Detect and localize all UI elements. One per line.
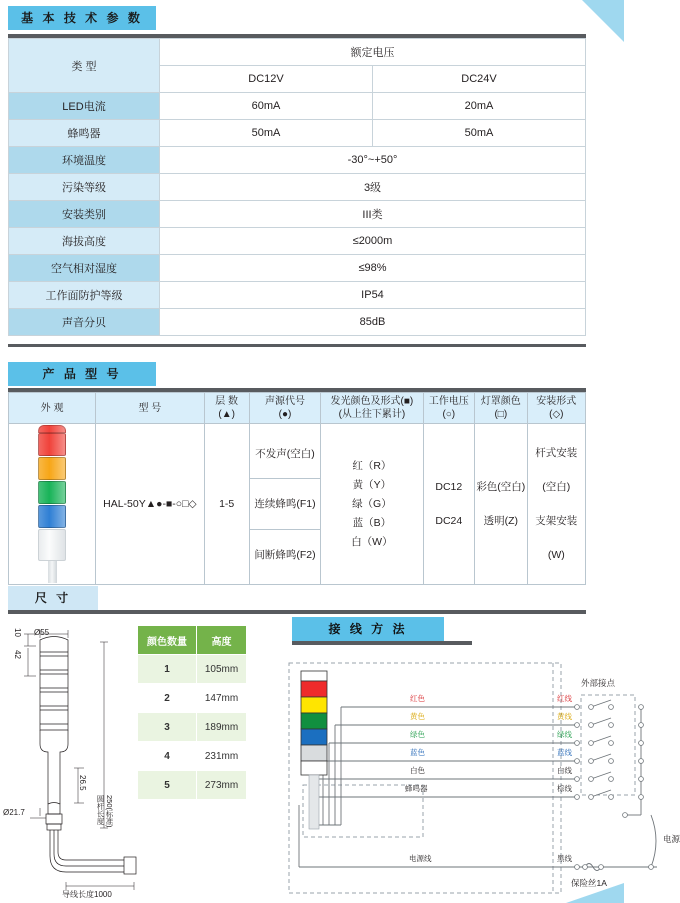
basic-parameters-table (8, 38, 586, 336)
cell-sound-options (249, 424, 320, 585)
tower-segment-red (38, 433, 66, 456)
cell-light-colors (321, 424, 423, 585)
cell-model-code: HAL-50Y▲●-■-○□◇ (96, 424, 204, 585)
header-layers-line1: 层 数 (215, 396, 239, 407)
header-cover-line1: 灯罩颜色 (480, 396, 521, 407)
power-line-label: 电源线 (409, 854, 432, 863)
table-row (9, 282, 586, 309)
cell-value: 50mA (373, 120, 586, 147)
cell-value: ≤98% (160, 255, 586, 282)
cell-height: 273mm (197, 771, 247, 800)
divider-wiring (292, 641, 472, 645)
cell-label-altitude: 海拔高度 (9, 228, 160, 255)
header-layers-line2: (▲) (218, 409, 235, 420)
table-row (9, 147, 586, 174)
table-row (9, 309, 586, 336)
dim-label-pole-length-std: 250(标准) (105, 795, 114, 828)
corner-triangle-decoration (582, 0, 624, 42)
cell-height: 147mm (197, 684, 247, 713)
divider-basic-bottom (8, 344, 586, 347)
wire-label-white-left: 白色 (410, 766, 425, 775)
divider-dimension (8, 610, 586, 614)
dim-label-pole-length: 圆杆长度 (96, 795, 105, 825)
wire-label-buzzer-left: 蜂鸣器 (405, 784, 428, 793)
table-row (9, 93, 586, 120)
cell-count: 4 (138, 742, 197, 771)
black-wire-label: 黑线 (557, 854, 572, 863)
cell-count: 2 (138, 684, 197, 713)
cell-label-humidity: 空气相对湿度 (9, 255, 160, 282)
header-light-color (321, 393, 423, 424)
tower-segment-yellow (38, 457, 66, 480)
header-model-no: 型 号 (96, 393, 204, 424)
header-light-line2: (从上往下累计) (338, 409, 406, 420)
light-color-green: 绿（G） (352, 497, 392, 510)
light-color-white: 白（W） (351, 535, 393, 548)
table-row (9, 201, 586, 228)
table-row (138, 742, 247, 771)
cell-dc24v: DC24V (373, 66, 586, 93)
cover-color-transparent: 透明(Z) (483, 515, 519, 527)
table-header-row (9, 393, 586, 424)
cell-count: 5 (138, 771, 197, 800)
wire-label-yellow-left: 黄色 (410, 712, 425, 721)
wire-label-blue-left: 蓝色 (410, 748, 425, 757)
cell-label-ip: 工作面防护等级 (9, 282, 160, 309)
cell-label-pollution: 污染等级 (9, 174, 160, 201)
light-color-yellow: 黄（Y） (352, 478, 392, 491)
cell-value: 20mA (373, 93, 586, 120)
cell-cover-colors (475, 424, 528, 585)
external-contacts-label: 外部接点 (581, 678, 616, 688)
tower-segment-blue (38, 505, 66, 528)
cell-value: 3级 (160, 174, 586, 201)
table-row (9, 228, 586, 255)
cell-label-buzzer: 蜂鸣器 (9, 120, 160, 147)
dim-label-diameter-top: Ø55 (34, 628, 50, 637)
cell-height: 105mm (197, 655, 247, 684)
tower-segment-green (38, 481, 66, 504)
section-title-dimension: 尺 寸 (8, 586, 98, 610)
tower-base (38, 529, 66, 561)
wire-label-yellow-right: 黄线 (557, 712, 572, 721)
section-title-wiring: 接 线 方 法 (292, 617, 444, 641)
cell-label-install-class: 安装类别 (9, 201, 160, 228)
table-row (9, 424, 586, 585)
cell-label-db: 声音分贝 (9, 309, 160, 336)
wire-label-green-left: 绿色 (410, 730, 425, 739)
table-row (9, 120, 586, 147)
header-sound-line1: 声源代号 (265, 396, 306, 407)
table-row (9, 255, 586, 282)
table-row (138, 713, 247, 742)
wire-label-red-right: 红线 (557, 694, 572, 703)
wiring-diagram (285, 655, 680, 900)
mount-pole: 杆式安装(空白) (535, 447, 578, 493)
cell-voltages (423, 424, 475, 585)
header-mount-line2: (◇) (549, 409, 564, 420)
cell-value: 50mA (160, 120, 373, 147)
header-sound-code (249, 393, 320, 424)
cell-count: 1 (138, 655, 197, 684)
lamp-tower-illustration (38, 425, 66, 583)
cell-value: -30°~+50° (160, 147, 586, 174)
section-title-basic: 基 本 技 术 参 数 (8, 6, 156, 30)
header-mount-type (527, 393, 585, 424)
section-header-model (8, 362, 156, 386)
tower-cap (38, 425, 66, 433)
dimension-drawing (6, 618, 146, 903)
table-row (138, 655, 247, 684)
header-appearance: 外 观 (9, 393, 96, 424)
cell-product-image (9, 424, 96, 585)
power-label: 电源 (663, 834, 680, 844)
section-header-basic (8, 6, 156, 30)
wire-label-brown-right: 棕线 (557, 784, 572, 793)
header-voltage-line2: (○) (442, 409, 456, 420)
wire-label-green-right: 绿线 (557, 730, 572, 739)
header-voltage-line1: 工作电压 (428, 396, 469, 407)
cell-mount-types (527, 424, 585, 585)
cell-value: III类 (160, 201, 586, 228)
cell-value: IP54 (160, 282, 586, 309)
cell-type-label: 类 型 (9, 39, 160, 93)
table-header-row (138, 626, 247, 655)
sound-option-none: 不发声(空白) (250, 429, 320, 479)
light-color-blue: 蓝（B） (352, 516, 392, 529)
header-color-count: 颜色数量 (138, 626, 197, 655)
cell-count: 3 (138, 713, 197, 742)
section-title-model: 产 品 型 号 (8, 362, 156, 386)
product-model-table (8, 392, 586, 585)
table-row (9, 39, 586, 66)
cell-label-led: LED电流 (9, 93, 160, 120)
fuse-label: 保险丝1A (571, 878, 607, 888)
sound-option-continuous: 连续蜂鸣(F1) (250, 479, 320, 529)
color-count-height-table (137, 625, 247, 800)
cell-dc12v: DC12V (160, 66, 373, 93)
header-cover-line2: (□) (494, 409, 508, 420)
dim-label-base-height: 26.5 (78, 775, 87, 791)
dim-label-cap-height: 10 (13, 628, 22, 637)
header-height: 高度 (197, 626, 247, 655)
dim-label-segment-height: 42 (13, 650, 22, 659)
sound-option-intermittent: 间断蜂鸣(F2) (254, 548, 316, 561)
wire-label-white-right: 白线 (557, 766, 572, 775)
section-header-dimension (8, 586, 586, 614)
cell-label-temp: 环境温度 (9, 147, 160, 174)
header-layers (204, 393, 249, 424)
table-row (9, 174, 586, 201)
dim-label-diameter-pole: Ø21.7 (3, 808, 25, 817)
cover-color-colored: 彩色(空白) (476, 481, 526, 493)
table-row (138, 771, 247, 800)
header-sound-line2: (●) (278, 409, 292, 420)
cell-rated-voltage: 额定电压 (160, 39, 586, 66)
cell-value: 60mA (160, 93, 373, 120)
cell-value: ≤2000m (160, 228, 586, 255)
mount-bracket: 支架安装(W) (535, 515, 578, 561)
cell-layers: 1-5 (204, 424, 249, 585)
header-cover-color (475, 393, 528, 424)
wire-label-blue-right: 蓝线 (557, 748, 572, 757)
header-light-line1: 发光颜色及形式(■) (330, 396, 414, 407)
light-color-red: 红（R） (352, 459, 392, 472)
tower-stem (48, 561, 57, 583)
voltage-dc12: DC12 (435, 481, 463, 493)
voltage-dc24: DC24 (435, 515, 463, 527)
cell-height: 231mm (197, 742, 247, 771)
dim-label-wire-length: 导线长度1000 (62, 890, 112, 899)
table-row (138, 684, 247, 713)
section-header-wiring (292, 617, 472, 645)
header-voltage (423, 393, 475, 424)
cell-value: 85dB (160, 309, 586, 336)
wire-label-red-left: 红色 (410, 694, 425, 703)
cell-height: 189mm (197, 713, 247, 742)
header-mount-line1: 安装形式 (536, 396, 577, 407)
